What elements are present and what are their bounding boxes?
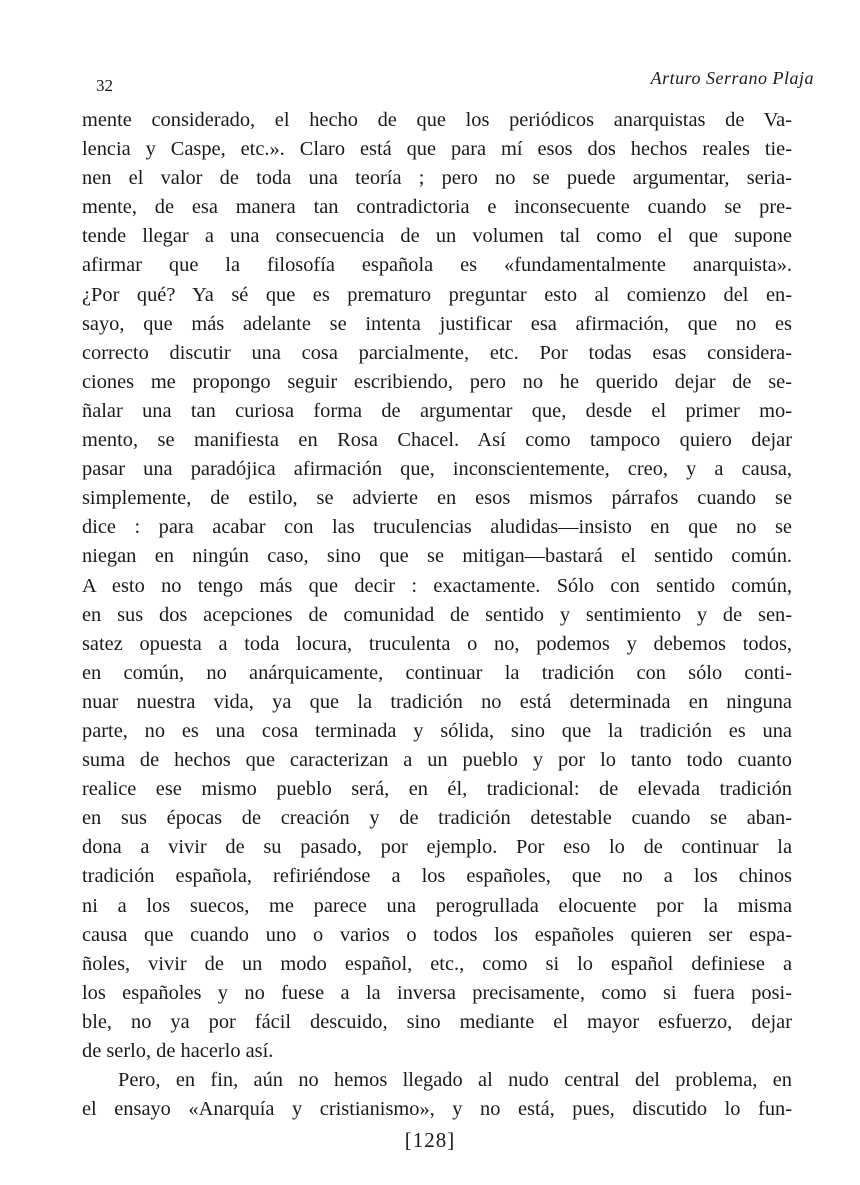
text-line: mente considerado, el hecho de que los periódicos anarquistas de Va- (82, 109, 792, 131)
text-line: satez opuesta a toda locura, truculenta o no, podemos y debemos todos, (82, 632, 792, 655)
text-line: sayo, que más adelante se intenta justificar esa afirmación, que no es (82, 312, 792, 335)
text-line: suma de hechos que caracterizan a un pueblo y por lo tanto todo cuanto (82, 749, 792, 772)
text-line: nuar nuestra vida, ya que la tradición no está determinada en ninguna (82, 690, 792, 713)
text-line: ni a los suecos, me parece una perogrullada elocuente por la misma (82, 894, 792, 917)
text-line: causa que cuando uno o varios o todos los españoles quieren ser espa- (82, 923, 792, 946)
text-line: nen el valor de toda una teoría ; pero no se puede argumentar, seria- (82, 167, 792, 190)
text-line: mento, se manifiesta en Rosa Chacel. Así como tampoco quiero dejar (82, 429, 792, 452)
text-line: ¿Por qué? Ya sé que es prematuro preguntar esto al comienzo del en- (82, 283, 792, 306)
body-text (82, 106, 792, 1124)
text-line: ciones me propongo seguir escribiendo, pero no he querido dejar de se- (82, 370, 792, 393)
text-line: lencia y Caspe, etc.». Claro está que para mí esos dos hechos reales tie- (82, 138, 792, 161)
text-line: A esto no tengo más que decir : exactamente. Sólo con sentido común, (82, 574, 792, 597)
text-line: correcto discutir una cosa parcialmente, etc. Por todas esas considera- (82, 341, 792, 364)
text-line: afirmar que la filosofía española es «fundamentalmente anarquista». (82, 254, 792, 277)
text-line: mente, de esa manera tan contradictoria e inconsecuente cuando se pre- (82, 196, 792, 219)
text-line-paragraph-start: Pero, en fin, aún no hemos llegado al nudo central del problema, en (118, 1069, 792, 1092)
text-line: parte, no es una cosa terminada y sólida, sino que la tradición es una (82, 719, 792, 742)
text-line: dice : para acabar con las truculencias aludidas—insisto en que no se (82, 516, 792, 539)
text-line-paragraph-end: de serlo, de hacerlo así. (82, 1040, 274, 1062)
text-line: simplemente, de estilo, se advierte en esos mismos párrafos cuando se (82, 487, 792, 510)
text-line: tende llegar a una consecuencia de un volumen tal como el que supone (82, 225, 792, 248)
text-line: dona a vivir de su pasado, por ejemplo. Por eso lo de continuar la (82, 836, 792, 859)
footer-page-number: [128] (404, 1128, 456, 1152)
text-line: realice ese mismo pueblo será, en él, tradicional: de elevada tradición (82, 778, 792, 801)
text-line: el ensayo «Anarquía y cristianismo», y no está, pues, discutido lo fun- (82, 1098, 792, 1121)
text-line: ble, no ya por fácil descuido, sino mediante el mayor esfuerzo, dejar (82, 1010, 792, 1033)
text-line: ñoles, vivir de un modo español, etc., como si lo español definiese a (82, 952, 792, 975)
text-line: tradición española, refiriéndose a los españoles, que no a los chinos (82, 865, 792, 888)
text-line: en sus dos acepciones de comunidad de sentido y sentimiento y de sen- (82, 603, 792, 626)
text-line: ñalar una tan curiosa forma de argumentar que, desde el primer mo- (82, 399, 792, 422)
text-line: en sus épocas de creación y de tradición detestable cuando se aban- (82, 807, 792, 830)
text-line: los españoles y no fuese a la inversa precisamente, como si fuera posi- (82, 981, 792, 1004)
running-header-author: Arturo Serrano Plaja (650, 68, 814, 88)
text-line: pasar una paradójica afirmación que, inconscientemente, creo, y a causa, (82, 458, 792, 481)
text-line: en común, no anárquicamente, continuar la tradición con sólo conti- (82, 661, 792, 684)
page-header-number: 32 (96, 76, 113, 95)
text-line: niegan en ningún caso, sino que se mitigan—bastará el sentido común. (82, 545, 792, 568)
